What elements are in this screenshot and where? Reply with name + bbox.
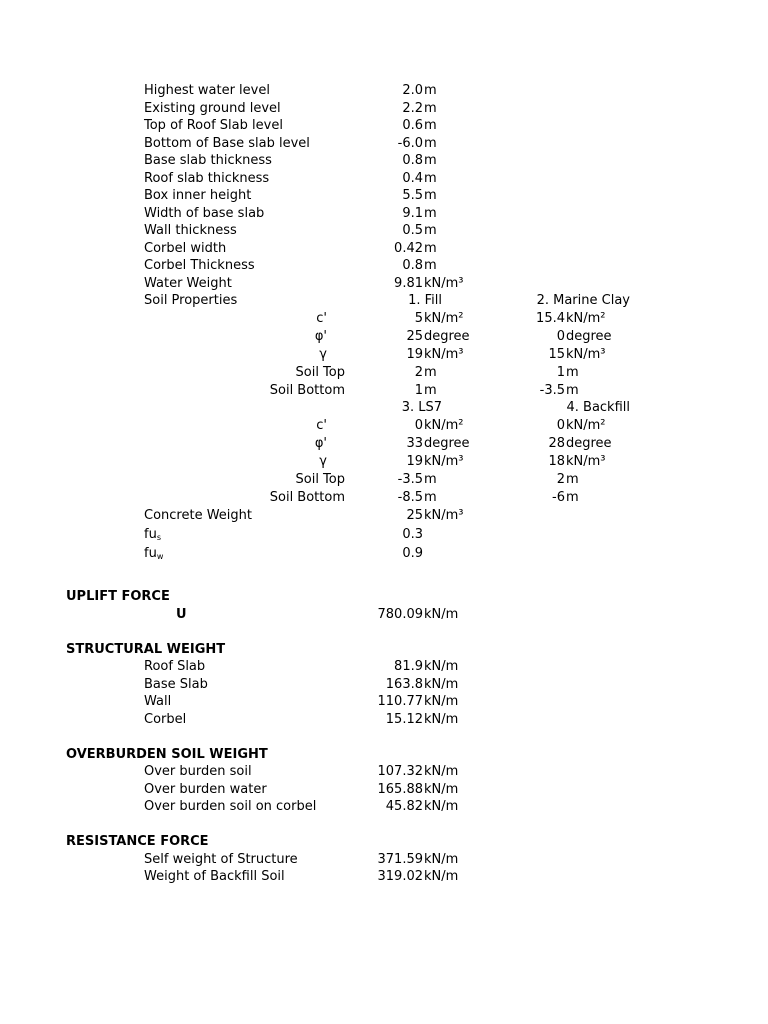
soil-value: 15.4 (536, 310, 565, 326)
soil-unit: kN/m² (424, 310, 464, 326)
factor-label-fuw (144, 546, 163, 562)
soil-unit: degree (424, 436, 470, 451)
param-unit: m (424, 118, 437, 133)
soil-properties-label: Soil Properties (144, 293, 238, 308)
soil-property-label: Soil Bottom (269, 490, 345, 506)
result-value: 165.88 (377, 781, 423, 797)
param-value: 0.42 (394, 240, 423, 256)
soil-value: 33 (406, 436, 423, 451)
soil-unit: m (566, 490, 579, 506)
soil-unit: m (424, 382, 437, 398)
result-label: Over burden soil (144, 764, 252, 779)
soil-property-label: γ (319, 346, 327, 362)
param-value: 0.5 (402, 223, 423, 238)
soil-name: 2. Marine Clay (536, 293, 630, 308)
param-label: Water Weight (144, 275, 232, 291)
result-value: 371.59 (377, 851, 423, 867)
section-title: UPLIFT FORCE (66, 589, 170, 604)
result-unit: kN/m (424, 676, 459, 692)
soil-unit: kN/m² (566, 310, 606, 326)
param-value: 5.5 (402, 188, 423, 203)
result-label: Roof Slab (144, 659, 206, 674)
param-unit: m (424, 170, 437, 186)
result-value: 107.32 (377, 764, 423, 779)
param-label: Highest water level (144, 83, 270, 98)
soil-unit: kN/m³ (424, 346, 464, 362)
soil-unit: degree (566, 328, 612, 344)
soil-value: 2 (556, 472, 565, 488)
param-label: Existing ground level (144, 100, 281, 116)
soil-unit: kN/m² (566, 417, 606, 433)
param-unit: m (424, 135, 437, 151)
soil-property-label: Soil Top (295, 472, 345, 488)
soil-property-label: φ' (314, 328, 327, 344)
param-label: Top of Roof Slab level (144, 118, 283, 133)
result-unit: kN/m (424, 659, 459, 674)
param-label: Roof slab thickness (144, 170, 270, 186)
param-value: -6.0 (397, 135, 423, 151)
soil-property-label: Soil Bottom (269, 382, 345, 398)
result-label: U (176, 606, 187, 622)
soil-value: -3.5 (397, 472, 423, 488)
result-label: Base Slab (144, 676, 208, 692)
soil-unit: m (566, 364, 579, 380)
factor-value: 0.9 (402, 545, 423, 561)
param-label: Bottom of Base slab level (144, 135, 310, 151)
param-unit: m (424, 100, 437, 116)
result-label: Over burden water (144, 781, 267, 797)
soil-value: -8.5 (397, 490, 423, 506)
result-value: 45.82 (385, 799, 423, 814)
param-value: 0.8 (402, 153, 423, 168)
soil-name: 4. Backfill (566, 400, 630, 416)
soil-unit: m (424, 490, 437, 506)
result-label: Corbel (144, 711, 187, 727)
soil-value: 19 (406, 454, 423, 470)
soil-value: 5 (414, 310, 423, 326)
soil-property-label: c' (316, 417, 327, 433)
result-unit: kN/m (424, 799, 459, 814)
section-title: OVERBURDEN SOIL WEIGHT (66, 746, 268, 762)
soil-property-label: c' (316, 310, 327, 326)
result-unit: kN/m (424, 711, 459, 727)
result-value: 81.9 (394, 659, 423, 674)
param-label: Wall thickness (144, 223, 237, 238)
param-label: Width of base slab (144, 205, 265, 221)
result-unit: kN/m (424, 869, 459, 884)
soil-property-label: Soil Top (295, 364, 345, 380)
soil-unit: kN/m³ (566, 454, 606, 470)
soil-value: -3.5 (539, 382, 565, 398)
result-label: Over burden soil on corbel (144, 799, 317, 814)
param-value: 0.6 (402, 118, 423, 133)
result-unit: kN/m (424, 764, 459, 779)
param-label: Corbel Thickness (144, 258, 255, 273)
soil-value: 19 (406, 346, 423, 362)
factor-label: fu (144, 526, 157, 542)
result-value: 15.12 (385, 711, 423, 727)
result-value: 780.09 (377, 606, 423, 622)
soil-value: 2 (414, 364, 423, 380)
soil-unit: kN/m² (424, 417, 464, 433)
soil-unit: m (566, 472, 579, 488)
section-title: RESISTANCE FORCE (66, 834, 209, 849)
soil-unit: m (424, 472, 437, 488)
factor-label: fu (144, 545, 157, 561)
result-label: Wall (144, 694, 172, 709)
soil-unit: degree (424, 328, 470, 344)
soil-property-label: φ' (314, 436, 327, 451)
param-value: 2.2 (402, 100, 423, 116)
param-value: 9.1 (402, 205, 423, 221)
soil-value: -6 (552, 490, 565, 506)
result-value: 110.77 (377, 694, 423, 709)
result-unit: kN/m (424, 851, 459, 867)
soil-unit: m (566, 382, 579, 398)
param-label: Base slab thickness (144, 153, 272, 168)
factor-subscript: s (156, 532, 161, 542)
param-unit: m (424, 153, 437, 168)
param-unit: m (424, 188, 437, 203)
param-unit: m (424, 83, 437, 98)
result-value: 319.02 (377, 869, 423, 884)
soil-value: 28 (548, 436, 565, 451)
factor-value: 0.3 (402, 526, 423, 542)
soil-value: 0 (556, 328, 565, 344)
result-label: Weight of Backfill Soil (144, 869, 285, 884)
result-unit: kN/m (424, 781, 459, 797)
factor-label-fus (144, 527, 161, 543)
soil-name: 1. Fill (408, 293, 442, 308)
soil-unit: kN/m³ (566, 346, 606, 362)
soil-unit: m (424, 364, 437, 380)
soil-value: 1 (414, 382, 423, 398)
concrete-value: 25 (406, 507, 423, 523)
soil-value: 25 (406, 328, 423, 344)
soil-unit: kN/m³ (424, 454, 464, 470)
param-value: 0.8 (402, 258, 423, 273)
factor-subscript: w (156, 551, 164, 561)
soil-property-label: γ (319, 454, 327, 470)
param-unit: m (424, 205, 437, 221)
result-unit: kN/m (424, 606, 459, 622)
soil-value: 15 (548, 346, 565, 362)
result-label: Self weight of Structure (144, 851, 298, 867)
param-value: 9.81 (394, 275, 423, 291)
section-title: STRUCTURAL WEIGHT (66, 641, 226, 657)
param-label: Box inner height (144, 188, 252, 203)
param-value: 2.0 (402, 83, 423, 98)
param-value: 0.4 (402, 170, 423, 186)
param-unit: m (424, 258, 437, 273)
param-label: Corbel width (144, 240, 227, 256)
result-unit: kN/m (424, 694, 459, 709)
param-unit: m (424, 223, 437, 238)
soil-value: 18 (548, 454, 565, 470)
concrete-unit: kN/m³ (424, 507, 464, 523)
concrete-label: Concrete Weight (144, 507, 252, 523)
param-unit: m (424, 240, 437, 256)
soil-value: 0 (556, 417, 565, 433)
result-value: 163.8 (385, 676, 423, 692)
soil-value: 0 (414, 417, 423, 433)
soil-value: 1 (556, 364, 565, 380)
soil-name: 3. LS7 (401, 400, 442, 416)
soil-unit: degree (566, 436, 612, 451)
param-unit: kN/m³ (424, 275, 464, 291)
